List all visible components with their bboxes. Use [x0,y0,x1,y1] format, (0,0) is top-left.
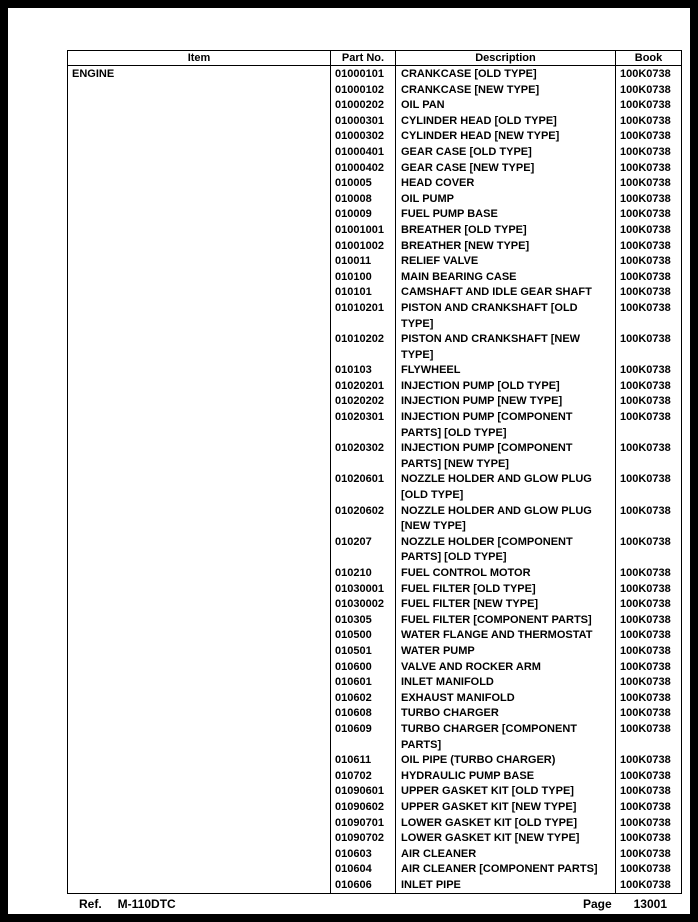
parts-table-header [68,51,682,66]
cell-item [68,270,331,286]
cell-book: 100K0738 [616,535,682,566]
cell-part-no: 01010201 [331,301,396,332]
cell-item [68,722,331,753]
cell-part-no: 010606 [331,878,396,894]
cell-book: 100K0738 [616,582,682,598]
cell-description: GEAR CASE [NEW TYPE] [396,161,616,177]
catalog-page [8,8,690,914]
cell-part-no: 010100 [331,270,396,286]
cell-book: 100K0738 [616,847,682,863]
cell-description: HEAD COVER [396,176,616,192]
cell-book: 100K0738 [616,83,682,99]
cell-part-no: 010103 [331,363,396,379]
cell-description: FUEL PUMP BASE [396,207,616,223]
cell-item [68,847,331,863]
header-row [68,51,682,66]
cell-book: 100K0738 [616,239,682,255]
table-row [68,83,682,99]
table-row [68,722,682,753]
cell-part-no: 010005 [331,176,396,192]
cell-description: OIL PIPE (TURBO CHARGER) [396,753,616,769]
table-row [68,176,682,192]
cell-item [68,504,331,535]
cell-description: WATER FLANGE AND THERMOSTAT [396,628,616,644]
cell-book: 100K0738 [616,394,682,410]
page-number [583,897,681,911]
table-row [68,831,682,847]
cell-book: 100K0738 [616,597,682,613]
cell-description: FUEL FILTER [OLD TYPE] [396,582,616,598]
cell-item [68,114,331,130]
table-row [68,192,682,208]
cell-part-no: 01000101 [331,66,396,83]
cell-item [68,784,331,800]
table-row [68,114,682,130]
cell-part-no: 010600 [331,660,396,676]
table-row [68,613,682,629]
cell-book: 100K0738 [616,613,682,629]
table-row [68,254,682,270]
cell-item [68,363,331,379]
cell-part-no: 010207 [331,535,396,566]
table-row [68,628,682,644]
cell-part-no: 01001001 [331,223,396,239]
cell-description: UPPER GASKET KIT [OLD TYPE] [396,784,616,800]
cell-book: 100K0738 [616,816,682,832]
cell-part-no: 01001002 [331,239,396,255]
cell-item [68,878,331,894]
cell-part-no: 010608 [331,706,396,722]
cell-item [68,660,331,676]
cell-item [68,816,331,832]
cell-book: 100K0738 [616,753,682,769]
parts-table [67,50,682,894]
table-row [68,239,682,255]
table-row [68,161,682,177]
cell-book: 100K0738 [616,379,682,395]
cell-description: LOWER GASKET KIT [NEW TYPE] [396,831,616,847]
table-row [68,332,682,363]
cell-item [68,675,331,691]
cell-part-no: 010604 [331,862,396,878]
cell-item [68,145,331,161]
ref-label: Ref. [79,897,102,912]
cell-part-no: 010008 [331,192,396,208]
cell-description: CAMSHAFT AND IDLE GEAR SHAFT [396,285,616,301]
cell-description: NOZZLE HOLDER AND GLOW PLUG [NEW TYPE] [396,504,616,535]
column-header-book: Book [616,51,682,66]
cell-book: 100K0738 [616,98,682,114]
cell-description: OIL PAN [396,98,616,114]
cell-item [68,800,331,816]
table-row [68,566,682,582]
table-row [68,394,682,410]
cell-item [68,394,331,410]
cell-book: 100K0738 [616,566,682,582]
cell-description: VALVE AND ROCKER ARM [396,660,616,676]
cell-book: 100K0738 [616,691,682,707]
table-row [68,145,682,161]
cell-item [68,644,331,660]
table-row [68,223,682,239]
cell-part-no: 010501 [331,644,396,660]
cell-book: 100K0738 [616,862,682,878]
cell-part-no: 010609 [331,722,396,753]
table-row [68,129,682,145]
cell-book: 100K0738 [616,675,682,691]
table-row [68,66,682,83]
cell-book: 100K0738 [616,410,682,441]
table-row [68,644,682,660]
cell-description: TURBO CHARGER [COMPONENT PARTS] [396,722,616,753]
cell-part-no: 01030001 [331,582,396,598]
cell-part-no: 01000401 [331,145,396,161]
cell-item [68,831,331,847]
cell-book: 100K0738 [616,129,682,145]
cell-part-no: 01090702 [331,831,396,847]
cell-part-no: 01090601 [331,784,396,800]
table-row [68,816,682,832]
cell-description: INLET PIPE [396,878,616,894]
cell-part-no: 01030002 [331,597,396,613]
parts-table-body [68,66,682,894]
cell-part-no: 010602 [331,691,396,707]
cell-description: CYLINDER HEAD [NEW TYPE] [396,129,616,145]
cell-book: 100K0738 [616,301,682,332]
cell-description: PISTON AND CRANKSHAFT [OLD TYPE] [396,301,616,332]
cell-part-no: 010009 [331,207,396,223]
cell-item [68,176,331,192]
cell-description: CYLINDER HEAD [OLD TYPE] [396,114,616,130]
table-row [68,441,682,472]
cell-item [68,862,331,878]
cell-item [68,613,331,629]
page-footer [67,897,681,911]
cell-part-no: 010500 [331,628,396,644]
cell-description: BREATHER [NEW TYPE] [396,239,616,255]
reference [67,897,176,911]
ref-value: M-110DTC [117,897,176,912]
page-label: Page [582,897,612,912]
cell-description: FUEL FILTER [COMPONENT PARTS] [396,613,616,629]
table-row [68,800,682,816]
table-row [68,504,682,535]
column-header-part-no: Part No. [331,51,396,66]
cell-part-no: 010611 [331,753,396,769]
cell-item [68,753,331,769]
cell-item [68,566,331,582]
cell-description: AIR CLEANER [396,847,616,863]
table-row [68,862,682,878]
cell-part-no: 01020601 [331,472,396,503]
table-row [68,597,682,613]
cell-book: 100K0738 [616,722,682,753]
cell-item [68,332,331,363]
cell-book: 100K0738 [616,270,682,286]
cell-item [68,285,331,301]
cell-item [68,98,331,114]
cell-book: 100K0738 [616,660,682,676]
cell-description: RELIEF VALVE [396,254,616,270]
cell-part-no: 01020302 [331,441,396,472]
cell-book: 100K0738 [616,161,682,177]
cell-description: INJECTION PUMP [OLD TYPE] [396,379,616,395]
cell-book: 100K0738 [616,207,682,223]
table-row [68,847,682,863]
cell-part-no: 01090701 [331,816,396,832]
cell-part-no: 010210 [331,566,396,582]
cell-part-no: 01020202 [331,394,396,410]
table-row [68,472,682,503]
cell-item [68,83,331,99]
cell-part-no: 01000102 [331,83,396,99]
table-row [68,769,682,785]
table-row [68,691,682,707]
cell-book: 100K0738 [616,66,682,83]
table-row [68,270,682,286]
cell-part-no: 01020201 [331,379,396,395]
cell-item [68,597,331,613]
cell-book: 100K0738 [616,176,682,192]
cell-description: CRANKCASE [NEW TYPE] [396,83,616,99]
cell-description: FLYWHEEL [396,363,616,379]
cell-description: INJECTION PUMP [COMPONENT PARTS] [OLD TYPE] [396,410,616,441]
cell-description: HYDRAULIC PUMP BASE [396,769,616,785]
cell-part-no: 01010202 [331,332,396,363]
cell-item [68,254,331,270]
cell-description: INJECTION PUMP [COMPONENT PARTS] [NEW TYPE] [396,441,616,472]
table-row [68,784,682,800]
cell-part-no: 01000302 [331,129,396,145]
cell-item [68,207,331,223]
cell-item [68,223,331,239]
cell-description: WATER PUMP [396,644,616,660]
cell-description: OIL PUMP [396,192,616,208]
cell-description: INLET MANIFOLD [396,675,616,691]
cell-item: ENGINE [68,66,331,83]
cell-book: 100K0738 [616,831,682,847]
cell-item [68,192,331,208]
cell-description: UPPER GASKET KIT [NEW TYPE] [396,800,616,816]
cell-book: 100K0738 [616,878,682,894]
cell-book: 100K0738 [616,441,682,472]
cell-book: 100K0738 [616,145,682,161]
cell-part-no: 01000301 [331,114,396,130]
cell-description: FUEL FILTER [NEW TYPE] [396,597,616,613]
cell-description: GEAR CASE [OLD TYPE] [396,145,616,161]
cell-part-no: 01000202 [331,98,396,114]
table-row [68,878,682,894]
cell-item [68,472,331,503]
cell-description: NOZZLE HOLDER AND GLOW PLUG [OLD TYPE] [396,472,616,503]
cell-part-no: 01020301 [331,410,396,441]
cell-description: TURBO CHARGER [396,706,616,722]
table-row [68,379,682,395]
cell-book: 100K0738 [616,769,682,785]
table-row [68,753,682,769]
cell-item [68,582,331,598]
cell-book: 100K0738 [616,800,682,816]
cell-book: 100K0738 [616,644,682,660]
cell-book: 100K0738 [616,192,682,208]
cell-description: CRANKCASE [OLD TYPE] [396,66,616,83]
cell-book: 100K0738 [616,363,682,379]
page-value: 13001 [633,897,667,912]
cell-book: 100K0738 [616,784,682,800]
table-row [68,675,682,691]
table-row [68,706,682,722]
cell-part-no: 010702 [331,769,396,785]
cell-part-no: 01090602 [331,800,396,816]
cell-item [68,441,331,472]
cell-description: FUEL CONTROL MOTOR [396,566,616,582]
cell-description: INJECTION PUMP [NEW TYPE] [396,394,616,410]
table-row [68,582,682,598]
cell-description: AIR CLEANER [COMPONENT PARTS] [396,862,616,878]
cell-part-no: 010011 [331,254,396,270]
table-row [68,660,682,676]
cell-item [68,410,331,441]
cell-part-no: 01020602 [331,504,396,535]
table-row [68,207,682,223]
cell-part-no: 010101 [331,285,396,301]
table-row [68,285,682,301]
cell-book: 100K0738 [616,114,682,130]
cell-item [68,706,331,722]
cell-book: 100K0738 [616,628,682,644]
cell-book: 100K0738 [616,504,682,535]
cell-item [68,769,331,785]
cell-item [68,161,331,177]
table-row [68,301,682,332]
cell-part-no: 010601 [331,675,396,691]
cell-item [68,129,331,145]
cell-description: LOWER GASKET KIT [OLD TYPE] [396,816,616,832]
cell-description: MAIN BEARING CASE [396,270,616,286]
cell-item [68,628,331,644]
table-row [68,98,682,114]
cell-description: PISTON AND CRANKSHAFT [NEW TYPE] [396,332,616,363]
cell-description: EXHAUST MANIFOLD [396,691,616,707]
cell-part-no: 01000402 [331,161,396,177]
cell-book: 100K0738 [616,285,682,301]
cell-part-no: 010305 [331,613,396,629]
cell-description: BREATHER [OLD TYPE] [396,223,616,239]
cell-item [68,535,331,566]
column-header-item: Item [68,51,331,66]
cell-item [68,301,331,332]
cell-book: 100K0738 [616,706,682,722]
cell-book: 100K0738 [616,332,682,363]
cell-book: 100K0738 [616,254,682,270]
cell-description: NOZZLE HOLDER [COMPONENT PARTS] [OLD TYPE] [396,535,616,566]
cell-item [68,379,331,395]
column-header-description: Description [396,51,616,66]
cell-item [68,239,331,255]
cell-part-no: 010603 [331,847,396,863]
table-row [68,410,682,441]
table-row [68,363,682,379]
cell-book: 100K0738 [616,223,682,239]
table-row [68,535,682,566]
cell-book: 100K0738 [616,472,682,503]
cell-item [68,691,331,707]
